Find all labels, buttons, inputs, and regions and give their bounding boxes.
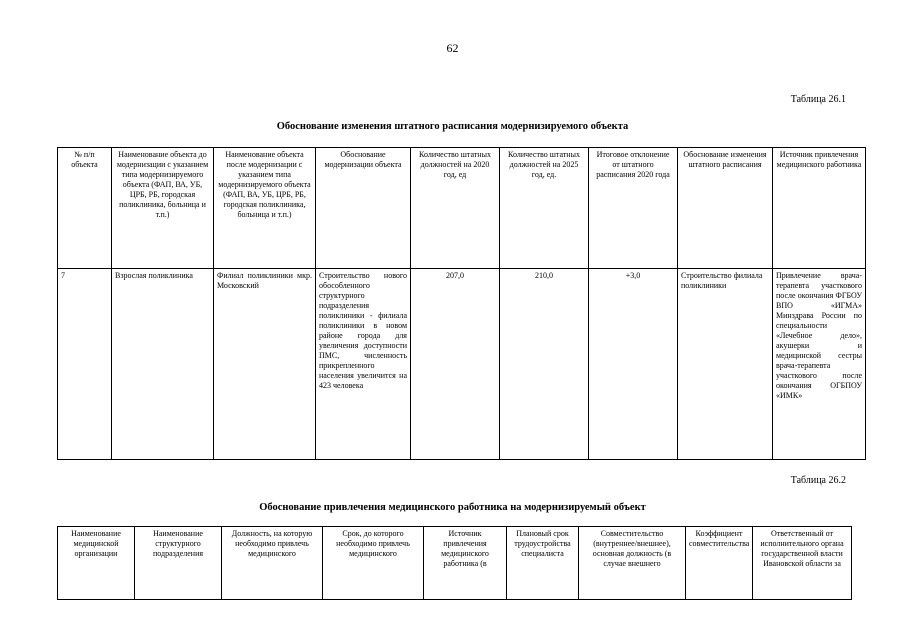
cell-change-reason: Строительство филиала поликлиники [678, 269, 773, 460]
header-cell: Обоснование модернизации объекта [316, 148, 411, 269]
worker-attraction-table [57, 526, 852, 600]
header-cell: Наименование объекта до модернизации с указанием типа модернизируемого объекта (ФАП, ВА, УБ, ЦРБ, РБ, городская поликлиника, больница и т.п.) [112, 148, 214, 269]
cell-object-after: Филиал поликлиники мкр. Московский [214, 269, 316, 460]
header-cell: Наименование медицинской организации [58, 527, 135, 600]
table1-title: Обоснование изменения штатного расписания модернизируемого объекта [276, 121, 629, 132]
header-cell: Источник привлечения медицинского работника (в [424, 527, 507, 600]
header-cell: Итоговое отклонение от штатного расписания 2020 года [589, 148, 678, 269]
header-cell: Источник привлечения медицинского работника [773, 148, 866, 269]
cell-justification: Строительство нового обособленного структурного подразделения поликлиники - филиала поликлиники в новом районе города для увеличения доступности ПМС, численность прикрепленного населения увеличится на 423 человека [316, 269, 411, 460]
header-cell: Срок, до которого необходимо привлечь медицинского [323, 527, 424, 600]
cell-staff-2025: 210,0 [500, 269, 589, 460]
header-cell: Ответственный от исполнительного органа государственной власти Ивановской области за [753, 527, 852, 600]
cell-staff-2020: 207,0 [411, 269, 500, 460]
header-cell: Наименование структурного подразделения [135, 527, 222, 600]
table1-header-row [58, 148, 866, 269]
table-row [58, 269, 866, 460]
header-cell: № п/п объекта [58, 148, 112, 269]
header-cell: Плановый срок трудоустройства специалиста [507, 527, 579, 600]
header-cell: Обоснование изменения штатного расписания [678, 148, 773, 269]
header-cell: Должность, на которую необходимо привлечь медицинского [222, 527, 323, 600]
table1-caption: Таблица 26.1 [790, 94, 846, 105]
page-number: 62 [446, 41, 459, 55]
table2-title: Обоснование привлечения медицинского работника на модернизируемый объект [259, 502, 646, 513]
cell-source: Привлечение врача-терапевта участкового после окончания ФГБОУ ВПО «ИГМА» Минздрава России по специальности «Лечебное дело», акушерки и медицинской сестры врача-терапевта участкового после окончания ОГБПОУ «ИМК» [773, 269, 866, 460]
table2-caption: Таблица 26.2 [790, 475, 846, 486]
staffing-change-table [57, 147, 866, 460]
table2-header-row [58, 527, 852, 600]
cell-object-number: 7 [58, 269, 112, 460]
cell-deviation: +3,0 [589, 269, 678, 460]
header-cell: Количество штатных должностей на 2020 год, ед [411, 148, 500, 269]
header-cell: Наименование объекта после модернизации с указанием типа модернизируемого объекта (ФАП, ВА, УБ, ЦРБ, РБ, городская поликлиника, больница и т.п.) [214, 148, 316, 269]
header-cell: Совместительство (внутреннее/внешнее), основная должность (в случае внешнего [579, 527, 686, 600]
header-cell: Количество штатных должностей на 2025 год, ед. [500, 148, 589, 269]
header-cell: Коэффициент совместительства [686, 527, 753, 600]
cell-object-before: Взрослая поликлиника [112, 269, 214, 460]
